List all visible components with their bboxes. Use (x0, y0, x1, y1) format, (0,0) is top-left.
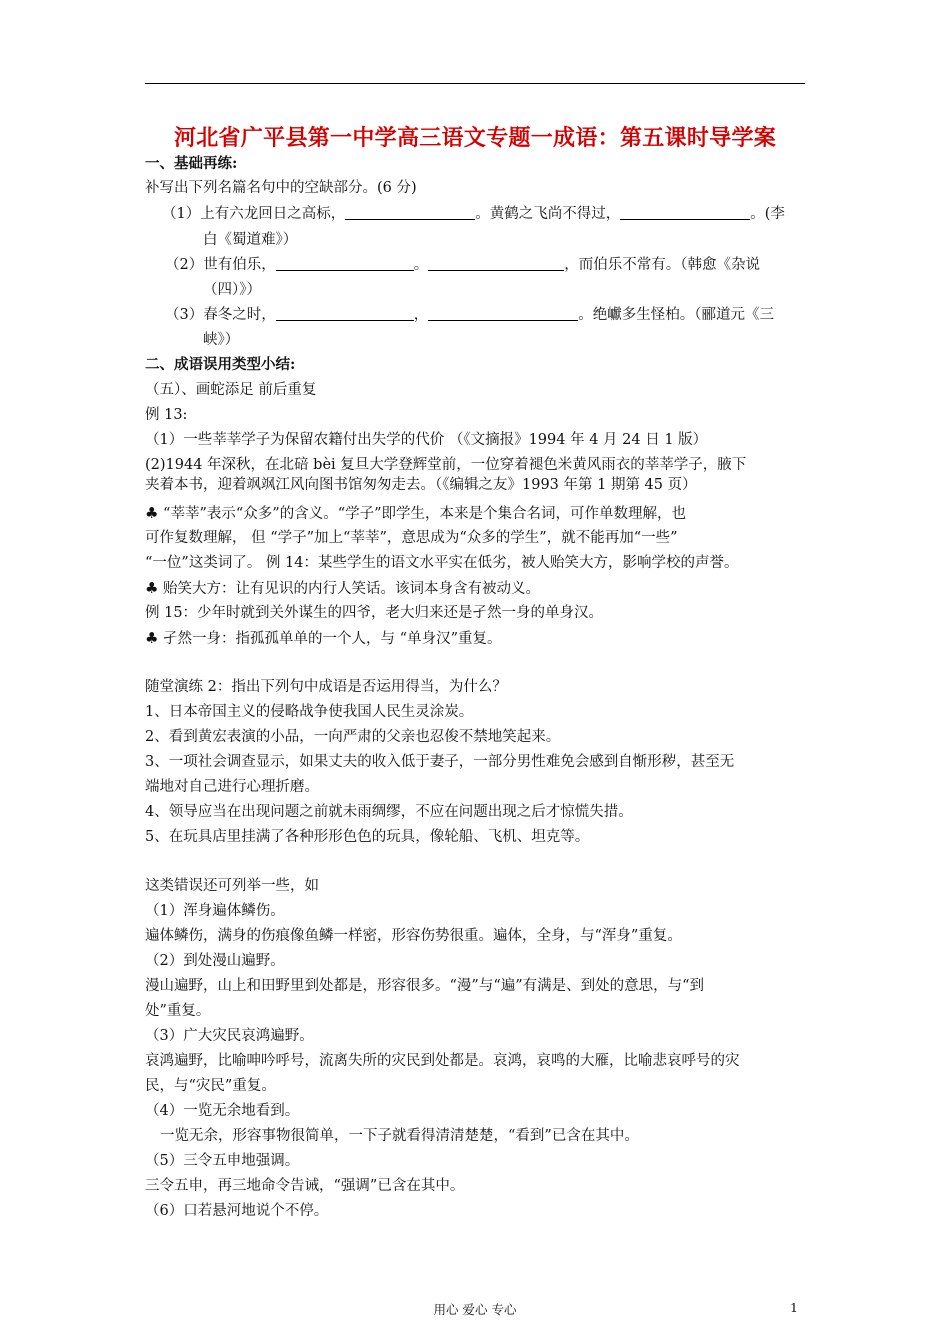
q2-text-c: ，而伯乐不常有。（韩愈《杂说 (564, 257, 760, 273)
section-heading-misuse: 二、成语误用类型小结: (145, 356, 296, 373)
more-item-4-explain: 一览无余，形容事物很简单，一下子就看得清清楚楚，“看到”已含在其中。 (160, 1128, 639, 1144)
more-item-5-explain: 三令五申，再三地命令告诫，“强调”已含在其中。 (145, 1178, 465, 1194)
example-13-1: （1）一些莘莘学子为保留农籍付出失学的代价 （《文摘报》1994 年 4 月 24 日 1 版） (145, 432, 708, 448)
note-1b: 可作复数理解， 但 “学子”加上“莘莘”，意思成为“众多的学生”，就不能再加“一些” (145, 530, 678, 546)
more-item-4: （4）一览无余地看到。 (145, 1103, 300, 1119)
blank-3[interactable] (276, 255, 414, 271)
blank-6[interactable] (428, 305, 578, 321)
practice-item-3b: 端地对自己进行心理折磨。 (145, 779, 319, 795)
more-item-2-explain-b: 处”重复。 (145, 1003, 211, 1019)
more-item-6: （6）口若悬河地说个不停。 (145, 1203, 329, 1219)
club-bullet-icon: ♣ (145, 504, 159, 522)
q2-text-b: 。 (413, 257, 429, 273)
practice-item-3a: 3、一项社会调查显示，如果丈夫的收入低于妻子，一部分男性难免会感到自惭形秽，甚至无 (145, 754, 735, 770)
club-bullet-icon: ♣ (145, 579, 159, 597)
q1-source: 白《蜀道难》） (203, 232, 298, 248)
note-1a-text: “莘莘”表示“众多”的含义。“学子”即学生，本来是个集合名词，可作单数理解，也 (158, 506, 687, 522)
blank-5[interactable] (276, 305, 414, 321)
blank-2[interactable] (620, 204, 750, 220)
q3-text-a: （3）春冬之时， (165, 307, 276, 323)
note-1a (145, 503, 686, 524)
more-item-5: （5）三令五申地强调。 (145, 1153, 300, 1169)
more-item-3-explain-a: 哀鸿遍野，比喻呻吟呼号，流离失所的灾民到处都是。哀鸿，哀鸣的大雁，比喻悲哀呼号的灾 (145, 1053, 740, 1069)
note-3 (145, 628, 502, 649)
q3-text-b: ， (413, 307, 429, 323)
question-3 (165, 305, 774, 325)
note-2 (145, 578, 540, 599)
q1-text-c: 。(李 (750, 206, 785, 222)
practice-heading: 随堂演练 2：指出下列句中成语是否运用得当，为什么？ (145, 679, 507, 695)
page-footer: 用心 爱心 专心 (433, 1302, 517, 1317)
q1-text-a: （1）上有六龙回日之高标， (162, 206, 346, 222)
more-item-3-explain-b: 民，与“灾民”重复。 (145, 1078, 276, 1094)
header-rule (145, 83, 805, 84)
q3-text-c: 。绝巘多生怪柏。（郦道元《三 (578, 307, 774, 323)
example-13-label: 例 13: (145, 407, 188, 423)
question-1 (162, 204, 785, 224)
instruction: 补写出下列名篇名句中的空缺部分。(6 分) (145, 180, 417, 196)
q1-text-b: 。黄鹤之飞尚不得过， (475, 206, 621, 222)
more-intro: 这类错误还可列举一些，如 (145, 878, 319, 894)
example-13-2b: 夹着本书，迎着飒飒江风向图书馆匆匆走去。（《编辑之友》1993 年第 1 期第 45 页） (145, 477, 697, 493)
section-heading-basics: 一、基础再练: (145, 155, 238, 172)
page-number: 1 (790, 1300, 798, 1315)
subheading: （五）、画蛇添足 前后重复 (145, 382, 317, 398)
note-3-text: 孑然一身：指孤孤单单的一个人，与 “单身汉”重复。 (158, 631, 502, 647)
more-item-1-explain: 遍体鳞伤，满身的伤痕像鱼鳞一样密，形容伤势很重。遍体，全身，与“浑身”重复。 (145, 928, 682, 944)
more-item-1: （1）浑身遍体鳞伤。 (145, 903, 285, 919)
note-1c: “一位”这类词了。 例 14：某些学生的语文水平实在低劣，被人贻笑大方，影响学校的声誉。 (145, 555, 739, 571)
club-bullet-icon: ♣ (145, 629, 159, 647)
practice-item-1: 1、日本帝国主义的侵略战争使我国人民生灵涂炭。 (145, 704, 474, 720)
example-15: 例 15：少年时就到关外谋生的四爷，老大归来还是孑然一身的单身汉。 (145, 605, 604, 621)
practice-item-2: 2、看到黄宏表演的小品，一向严肃的父亲也忍俊不禁地笑起来。 (145, 729, 561, 745)
more-item-2-explain-a: 漫山遍野，山上和田野里到处都是，形容很多。“漫”与“遍”有满是、到处的意思，与“到 (145, 978, 705, 994)
practice-item-4: 4、领导应当在出现问题之前就未雨绸缪，不应在问题出现之后才惊慌失措。 (145, 804, 633, 820)
practice-item-5: 5、在玩具店里挂满了各种形形色色的玩具，像轮船、飞机、坦克等。 (145, 829, 590, 845)
blank-4[interactable] (428, 255, 564, 271)
more-item-2: （2）到处漫山遍野。 (145, 953, 285, 969)
q3-source: 峡》） (203, 332, 240, 348)
q2-text-a: （2）世有伯乐， (165, 257, 276, 273)
document-title: 河北省广平县第一中学高三语文专题一成语：第五课时导学案 (173, 125, 777, 151)
blank-1[interactable] (345, 204, 475, 220)
more-item-3: （3）广大灾民哀鸿遍野。 (145, 1028, 314, 1044)
question-2 (165, 255, 760, 275)
note-2-text: 贻笑大方：让有见识的内行人笑话。该词本身含有被动义。 (158, 581, 541, 597)
q2-source: （四）》） (203, 282, 261, 298)
example-13-2a: (2)1944 年深秋，在北碚 bèi 复旦大学登辉堂前，一位穿着褪色米黄风雨衣的莘莘学子，腋下 (145, 457, 747, 473)
